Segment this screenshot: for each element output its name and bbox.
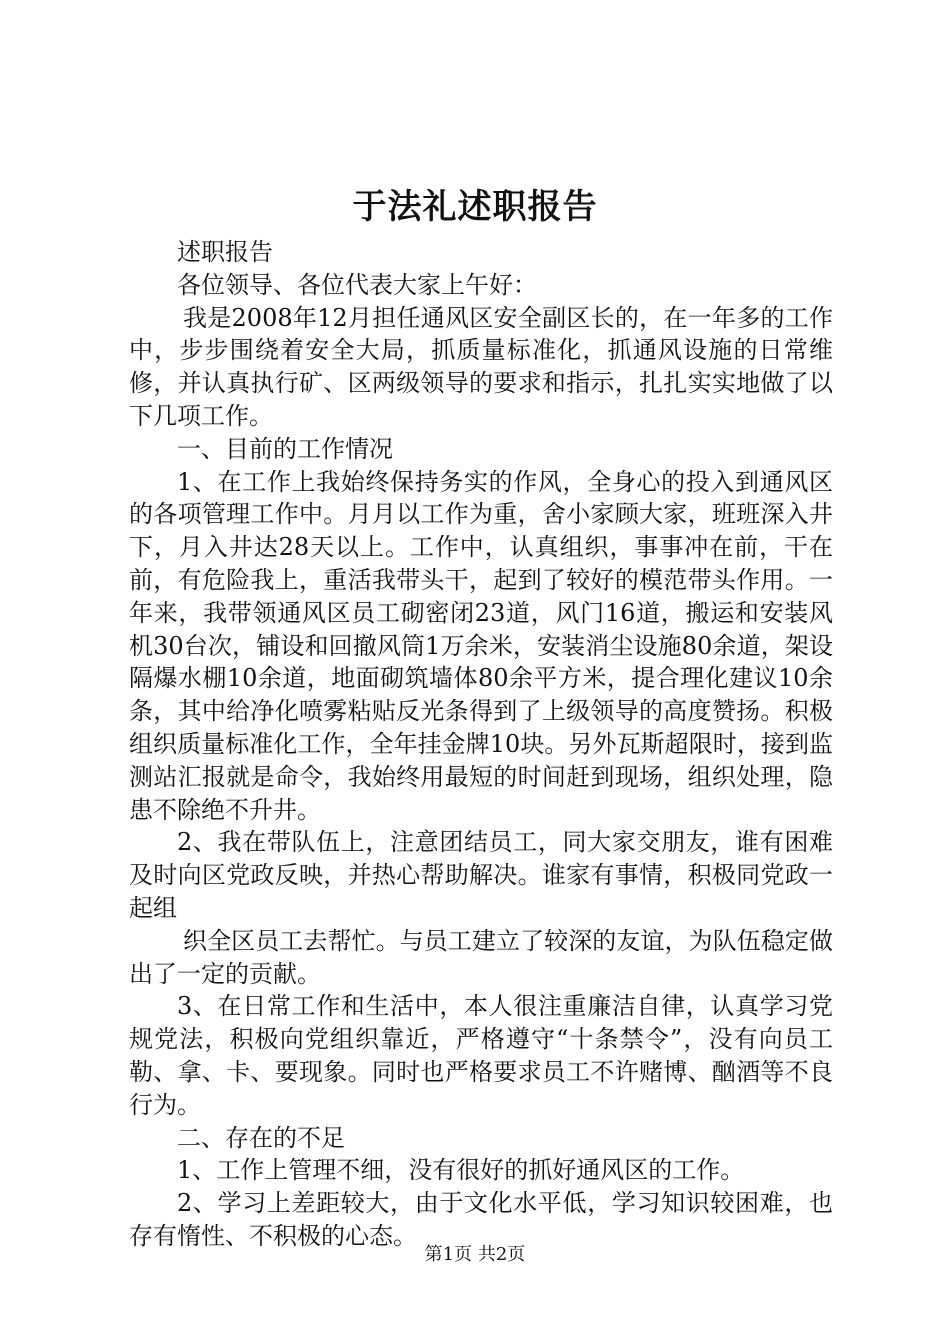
paragraph-item-2: 2、我在带队伍上，注意团结员工，同大家交朋友，谁有困难及时向区党政反映，并热心帮助解决。谁家有事情，积极同党政一起组 bbox=[129, 828, 833, 922]
page-footer: 第1页 共2页 bbox=[424, 1244, 526, 1265]
paragraph-heading: 述职报告 bbox=[177, 238, 273, 266]
paragraph-item-1: 1、在工作上我始终保持务实的作风，全身心的投入到通风区的各项管理工作中。月月以工作为重，舍小家顾大家，班班深入井下，月入井达28天以上。工作中，认真组织，事事冲在前，干在前，有危险我上，重活我带头干，起到了较好的模范带头作用。一年来，我带领通风区员工砌密闭23道，风门16道，搬运和安装风机30台次，铺设和回撤风筒1万余米，安装消尘设施80余道，架设隔爆水棚10余道，地面砌筑墙体80余平方米，提合理化建议10余条，其中给净化喷雾粘贴反光条得到了上级领导的高度赞扬。积极组织质量标准化工作，全年挂金牌10块。另外瓦斯超限时，接到监测站汇报就是命令，我始终用最短的时间赶到现场，组织处理，隐患不除绝不升井。 bbox=[129, 467, 833, 824]
paragraph-greeting: 各位领导、各位代表大家上午好： bbox=[177, 270, 537, 299]
paragraph-shortcoming-2: 2、学习上差距较大，由于文化水平低，学习知识较困难，也存有惰性、不积极的心态。 bbox=[129, 1189, 833, 1250]
paragraph-item-2-continued: 织全区员工去帮忙。与员工建立了较深的友谊，为队伍稳定做出了一定的贡献。 bbox=[129, 926, 833, 988]
paragraph-shortcoming-1: 1、工作上管理不细，没有很好的抓好通风区的工作。 bbox=[177, 1156, 745, 1185]
document-title: 于法礼述职报告 bbox=[352, 187, 598, 227]
document-body bbox=[129, 236, 833, 1253]
paragraph-item-3: 3、在日常工作和生活中，本人很注重廉洁自律，认真学习党规党法，积极向党组织靠近，严格遵守“十条禁令”，没有向员工勒、拿、卡、要现象。同时也严格要求员工不许赌博、酗酒等不良行为。 bbox=[129, 992, 833, 1119]
section-heading-current-work: 一、目前的工作情况 bbox=[177, 434, 393, 463]
section-heading-shortcomings: 二、存在的不足 bbox=[177, 1123, 345, 1152]
paragraph-intro: 我是2008年12月担任通风区安全副区长的，在一年多的工作中，步步围绕着安全大局，抓质量标准化，抓通风设施的日常维修，并认真执行矿、区两级领导的要求和指示，扎扎实实地做了以下几项工作。 bbox=[129, 303, 833, 430]
